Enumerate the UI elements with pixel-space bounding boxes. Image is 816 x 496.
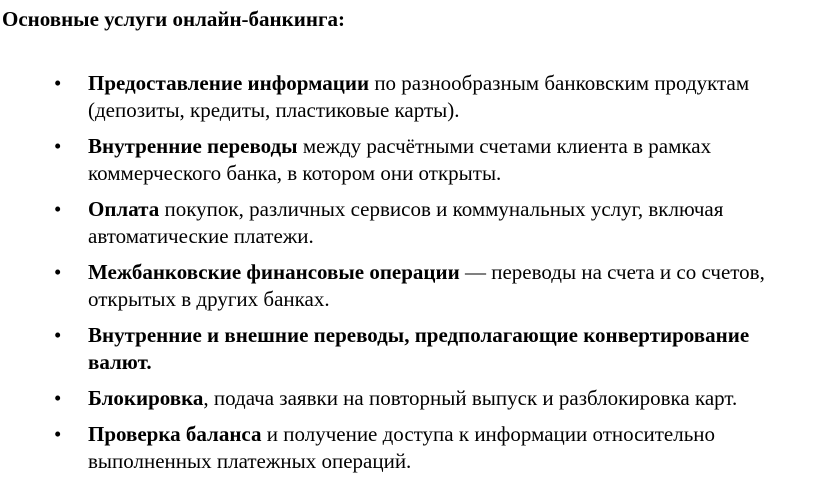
- bullet-icon: •: [54, 323, 62, 347]
- page-title: Основные услуги онлайн-банкинга:: [2, 7, 345, 31]
- item-bold-text: Предоставление информации: [88, 71, 370, 95]
- item-bold-text: Проверка баланса: [88, 422, 262, 446]
- services-list: [0, 70, 816, 484]
- item-bold-text: Межбанковские финансовые операции: [88, 260, 460, 284]
- bullet-icon: •: [54, 386, 62, 410]
- list-item: [0, 133, 816, 187]
- list-item: [0, 259, 816, 313]
- item-text: , подача заявки на повторный выпуск и разблокировка карт.: [203, 386, 738, 410]
- item-text: и получение доступа к информации относительно выполненных платежных операций.: [88, 422, 716, 473]
- list-item: [0, 421, 816, 475]
- bullet-icon: •: [54, 422, 62, 446]
- list-item: [0, 196, 816, 250]
- item-text: — переводы на счета и со счетов, открытых в других банках.: [88, 260, 765, 311]
- bullet-icon: •: [54, 134, 62, 158]
- bullet-icon: •: [54, 197, 62, 221]
- item-text: покупок, различных сервисов и коммунальных услуг, включая автоматические платежи.: [88, 197, 724, 248]
- item-bold-text: Внутренние и внешние переводы, предполагающие конвертирование валют.: [88, 323, 750, 374]
- item-bold-text: Оплата: [88, 197, 160, 221]
- item-text: по разнообразным банковским продуктам (депозиты, кредиты, пластиковые карты).: [88, 71, 750, 122]
- list-item: [0, 322, 816, 376]
- item-bold-text: Блокировка: [88, 386, 204, 410]
- bullet-icon: •: [54, 260, 62, 284]
- list-item: [0, 385, 816, 412]
- item-bold-text: Внутренние переводы: [88, 134, 298, 158]
- list-item: [0, 70, 816, 124]
- bullet-icon: •: [54, 71, 62, 95]
- item-text: между расчётными счетами клиента в рамках коммерческого банка, в котором они открыты.: [88, 134, 712, 185]
